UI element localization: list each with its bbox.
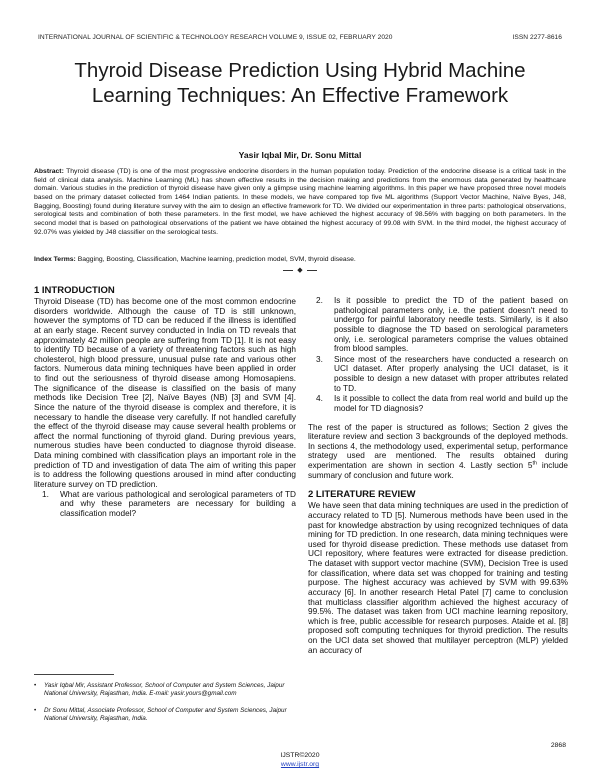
literature-paragraph: We have seen that data mining techniques are used in the prediction of accuracy related to TD [5]. Numerous methods have been used in the past for knowledge abstraction by using recognized techniques of data mining for TD prediction. In one research, data mining techniques were used for thyroid disease prediction. These methods use dataset from UCI repository, where features were extracted for disease prediction. The dataset with support vector machine (SVM), Decision Tree is used for classification, where data set was chopped for training and testing purpose. The highest accuracy was achieved by SVM with 99.63% accuracy [6]. In another research Hetal Patel [7] came to conclusion that multiclass classifier algorithm achieved the highest accuracy of 99.5%. The dataset was taken from UCI machine learning repository, which is free, public accessible for research purposes. Ataide et al. [8] proposed soft computing techniques for thyroid prediction. The results on the UCI data set showed that multilayer perceptron (MLP) yielded an accuracy of — [308, 501, 568, 655]
list-item-number: 3. — [316, 354, 323, 364]
list-item-number: 2. — [316, 296, 323, 305]
footnote-text: Yasir Iqbal Mir, Assistant Professor, School of Computer and System Sciences, Jaipur National University, Rajasthan, India. E-mail: yasir.yours@gmail.com — [44, 682, 285, 697]
footnote-author-2 — [34, 707, 296, 723]
structure-text: The rest of the paper is structured as follows; Section 2 gives the literature review and section 3 backgrounds of the deployed methods. In sections 4, the methodology used, experimental setup, performance strategy used are mentioned. The results obtained during experimentation are shown in section 4. Lastly section 5 — [308, 422, 568, 470]
footer-website — [0, 761, 600, 768]
issn-header: ISSN 2277-8616 — [512, 34, 562, 41]
spacer — [308, 414, 568, 423]
section-heading-literature-review: 2 LITERATURE REVIEW — [308, 489, 416, 501]
structure-text-end: include summary of conclusion and future work. — [308, 461, 569, 480]
footnote-bullet: • — [34, 682, 37, 689]
intro-paragraph: Thyroid Disease (TD) has become one of the most common endocrine disorders worldwide. Although the cause of TD is still unknown, however the symptoms of TD can be reduced if the illness is identified at an early stage. Recent survey conducted in India on TD reveals that approximately 42 million people are suffering from TD [1]. It is not easy to identify TD because of a variety of threatening factors such as high cholesterol, high blood pressure, unusual pulse rate and various other factors. Numerous data mining techniques have been applied in order to find out the seriousness of thyroid disease among Homosapiens. The significance of the disease is classified on the basis of many methods like Decision Tree [2], Naïve Bayes (NB) [3] and SVM [4]. Since the nature of the thyroid disease is complex and therefore, it is necessary to handle the disease very carefully. If not handled carefully the effect of the thyroid disease may cause several health problems or affect the normal functioning of thyroid gland. During previous years, numerous studies have been conducted to diagnose thyroid disease. Data mining combined with classification plays an important role in the prediction of TD and investigation of data The aim of writing this paper is to address the following questions aroused in mind after conducting literature survey on TD prediction. — [34, 297, 296, 489]
abstract — [34, 168, 566, 237]
website-link[interactable]: www.ijstr.org — [280, 761, 320, 768]
research-questions-list — [34, 490, 296, 519]
list-item-text: Is it possible to collect the data from real world and build up the model for TD diagnosis? — [334, 394, 568, 413]
superscript-th: th — [532, 460, 538, 467]
journal-header: INTERNATIONAL JOURNAL OF SCIENTIFIC & TECHNOLOGY RESEARCH VOLUME 9, ISSUE 02, FEBRUARY 2020 — [38, 34, 393, 41]
paper-title: Thyroid Disease Prediction Using Hybrid Machine Learning Techniques: An Effective Framework — [74, 59, 526, 107]
index-terms-label: Index Terms: — [34, 256, 76, 263]
section-separator — [0, 266, 600, 274]
footnote-rule — [34, 674, 114, 675]
list-item-text: Since most of the researchers have conducted a research on UCI dataset. After properly analysing the UCI dataset, is it possible to design a new dataset with proper attributes related to TD. — [334, 354, 568, 393]
diamond-icon: ◆ — [297, 267, 303, 274]
footnote-author-1 — [34, 682, 296, 698]
list-item-text: Is it possible to predict the TD of the patient based on pathological parameters only, i.e. the patient doesn't need to undergo for painful laboratory needle tests. Similarly, is it also possible to diagnose the TD based on serological parameters only, i.e. serological parameters comprise the values obtained from blood samples. — [334, 296, 568, 354]
footnote-bullet: • — [34, 707, 37, 714]
footer-copyright: IJSTR©2020 — [280, 752, 320, 759]
separator-line — [283, 270, 293, 271]
separator-line — [307, 270, 317, 271]
index-terms — [34, 256, 566, 265]
right-column — [308, 296, 568, 655]
abstract-text: Thyroid disease (TD) is one of the most progressive endocrine disorders in the human population today. Prediction of the endocrine disease is a critical task in the field of clinical data analysis. Machine Learning (ML) has shown effective results in the decision making and predictions from the enormous data generated by healthcare domain. Various studies in the prediction of thyroid disease have given only a glimpse using machine learning algorithms. In this paper we have proposed three novel models based on the primary dataset collected from 1464 Indian patients. In these models, we have compared top five ML algorithms (Support Vector Machine, Naïve Byes, J48, Bagging, Boosting) found during literature survey with the aim to design an effective framework for TD. We divided our experimentation in three parts: pathological observations, serological tests and combination of both these parameters. In the first model, we have achieved the highest accuracy of 98.56% with bagging on both parameters. In the second model that is based on pathological observations of the patient we have obtained the highest accuracy of 99.08 with SVM. In the third model, the highest accuracy of 92.07% was yielded by J48 classifier on the serological tests. — [34, 168, 566, 236]
list-item-text: What are various pathological and serological parameters of TD and why these parameters are necessary for building a classification model? — [60, 489, 296, 518]
spacer — [308, 480, 568, 489]
list-item — [308, 296, 568, 354]
footnote-text: Dr Sonu Mittal, Associate Professor, School of Computer and System Sciences, Jaipur National University, Rajasthan, India. — [44, 707, 287, 722]
abstract-label: Abstract: — [34, 168, 64, 175]
list-item-number: 1. — [42, 489, 49, 499]
section-heading-introduction: 1 INTRODUCTION — [34, 285, 115, 296]
research-questions-list-cont — [308, 296, 568, 414]
list-item-number: 4. — [316, 394, 323, 404]
index-terms-text: Bagging, Boosting, Classification, Machine learning, prediction model, SVM, thyroid disease. — [75, 256, 356, 263]
list-item — [308, 355, 568, 394]
list-item — [308, 394, 568, 413]
left-column — [34, 285, 296, 518]
structure-paragraph — [308, 423, 568, 481]
list-item — [34, 490, 296, 519]
paper-authors: Yasir Iqbal Mir, Dr. Sonu Mittal — [238, 150, 362, 160]
page-number: 2868 — [550, 742, 566, 749]
